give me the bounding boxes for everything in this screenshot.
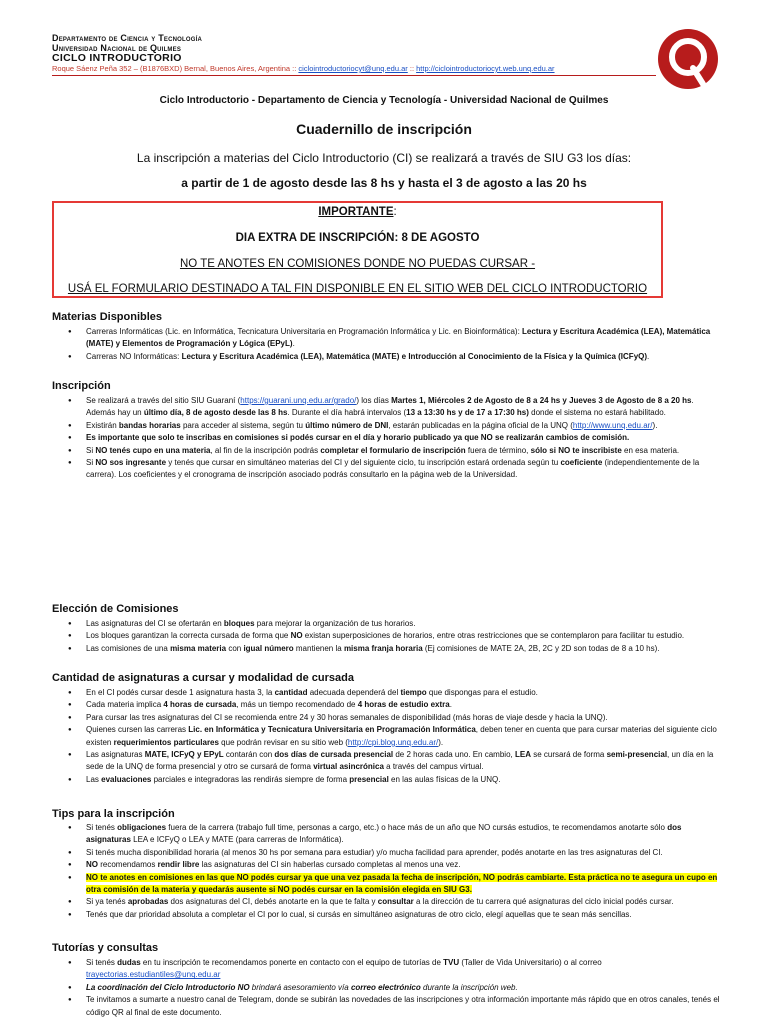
section-heading-tips: Tips para la inscripción (52, 808, 175, 820)
eleccion-list (70, 618, 720, 655)
inscription-dates: a partir de 1 de agosto desde las 8 hs y hasta el 3 de agosto a las 20 hs (181, 176, 587, 190)
logo-letter: Q (657, 28, 658, 29)
list-item: ● En el CI podés cursar desde 1 asignatura hasta 3, la cantidad adecuada dependerá del tiempo que dispongas para el estudio. (70, 687, 720, 699)
tutorias-email-link[interactable]: trayectorias.estudiantiles@unq.edu.ar (86, 970, 221, 980)
guarani-link[interactable]: https://guarani.unq.edu.ar/grado/ (240, 396, 357, 405)
tips-list (70, 822, 720, 921)
list-item: ● La coordinación del Ciclo Introductorio NO brindará asesoramiento vía correo electrónico durante la inscripción web. (70, 982, 720, 994)
unq-website-link[interactable]: http://www.unq.edu.ar/ (572, 420, 653, 430)
list-item: ● Te invitamos a sumarte a nuestro canal de Telegram, donde se subirán las novedades de las inscripciones y otra información importante más rápido que en otros canales, tenés el código QR al final de este documento. (70, 994, 720, 1019)
program-name: CICLO INTRODUCTORIO (52, 52, 182, 64)
extra-day-notice: DIA EXTRA DE INSCRIPCIÓN: 8 DE AGOSTO (235, 232, 480, 244)
list-item: ● Si ya tenés aprobadas dos asignaturas del CI, debés anotarte en la que te falta y consultar a la dirección de tu carrera qué asignaturas del ciclo inicial podés cursar. (70, 896, 720, 908)
cpi-blog-link[interactable]: http://cpi.blog.unq.edu.ar/ (347, 737, 439, 747)
list-item: ● Las asignaturas MATE, ICFyQ y EPyL contarán con dos días de cursada presencial de 2 horas cada uno. En cambio, LEA se cursará de forma semi-presencial, un día en la sede de la UNQ de forma presencial y otro se cursará de forma virtual asincrónica a través del campus virtual. (70, 749, 720, 774)
section-heading-cantidad: Cantidad de asignaturas a cursar y modalidad de cursada (52, 672, 354, 684)
department-name: Departamento de Ciencia y Tecnología (52, 33, 203, 43)
university-name: Universidad Nacional de Quilmes (52, 43, 182, 53)
section-heading-eleccion: Elección de Comisiones (52, 603, 179, 615)
section-heading-tutorias: Tutorías y consultas (52, 942, 159, 954)
tutorias-list (70, 957, 720, 1019)
important-label: IMPORTANTE: (318, 206, 397, 218)
list-item: ● Es importante que solo te inscribas en comisiones si podés cursar en el día y horario publicado ya que NO se realizarán cambios de comisión. (70, 432, 720, 444)
list-item: ● Existirán bandas horarias para acceder al sistema, según tu último número de DNI, estarán publicadas en la página oficial de la UNQ (http://www.unq.edu.ar/). (70, 420, 720, 432)
commission-warning: NO TE ANOTES EN COMISIONES DONDE NO PUEDAS CURSAR - (179, 258, 536, 270)
intro-text: La inscripción a materias del Ciclo Introductorio (CI) se realizará a través de SIU G3 los días: (136, 151, 632, 165)
section-heading-inscripcion: Inscripción (52, 380, 111, 392)
list-item: ● Si tenés dudas en tu inscripción te recomendamos ponerte en contacto con el equipo de tutorías de TVU (Taller de Vida Universitario) o al correo trayectorias.estudiantiles@unq.edu.ar (70, 957, 720, 982)
list-item: ● Se realizará a través del sitio SIU Guaraní (https://guarani.unq.edu.ar/grado/) los días Martes 1, Miércoles 2 de Agosto de 8 a 24 hs y Jueves 3 de Agosto de 8 a 20 hs. Además hay un último día, 8 de agosto desde las 8 hs. Durante el día habrá intervalos (13 a 13:30 hs y de 17 a 17:30 hs) donde el sistema no estará habilitado. (70, 395, 720, 420)
important-box (52, 201, 663, 298)
list-item: ● Si tenés mucha disponibilidad horaria (al menos 30 hs por semana para estudiar) y/o mucha facilidad para aprender, podés anotarte en las tres asignaturas del CI. (70, 847, 720, 859)
list-item: ● Cada materia implica 4 horas de cursada, más un tiempo recomendado de 4 horas de estudio extra. (70, 699, 720, 711)
contact-line (52, 64, 555, 74)
header-email-link[interactable]: ciclointroductoriocyt@unq.edu.ar (298, 64, 408, 73)
cantidad-list (70, 687, 720, 786)
subheading: Ciclo Introductorio - Departamento de Ciencia y Tecnología - Universidad Nacional de Quilmes (159, 95, 609, 106)
list-item: ● Si NO tenés cupo en una materia, al fin de la inscripción podrás completar el formulario de inscripción fuera de término, sólo si NO te inscribiste en esa materia. (70, 445, 720, 457)
list-item: ● Tenés que dar prioridad absoluta a completar el CI por lo cual, si cursás en simultáneo asignaturas de otro ciclo, elegí aquellas que te sean más sencillas. (70, 909, 720, 921)
list-item: ● Si tenés obligaciones fuera de la carrera (trabajo full time, personas a cargo, etc.) o hace más de un año que NO cursás estudios, te recomendamos anotarte sólo dos asignaturas LEA e ICFyQ o LEA y MATE (para carreras de Informática). (70, 822, 720, 847)
highlighted-warning-item: ● NO te anotes en comisiones en las que NO podés cursar ya que una vez pasada la fecha de inscripción, NO podrás cambiarte. Esta práctica no te asegura un cupo en otra comisión de la materia y quedarás ausente si NO podés cursar en la comisión elegida en SIU G3. (70, 872, 720, 897)
header-website-link[interactable]: http://ciclointroductoriocyt.web.unq.edu.ar (416, 64, 555, 73)
address-text: Roque Sáenz Peña 352 – (B1876BXD) Bernal, Buenos Aires, Argentina :: (52, 64, 297, 73)
list-item: ● Las asignaturas del CI se ofertarán en bloques para mejorar la organización de tus horarios. (70, 618, 720, 630)
list-item: ● Para cursar las tres asignaturas del CI se recomienda entre 24 y 30 horas semanales de disponibilidad (más horas de viaje desde y hacia la UNQ). (70, 712, 720, 724)
section-heading-materias: Materias Disponibles (52, 311, 163, 323)
list-item: ● NO recomendamos rendir libre las asignaturas del CI sin haberlas cursado completas al menos una vez. (70, 859, 720, 871)
separator: :: (409, 64, 415, 73)
list-item: ● Las comisiones de una misma materia con igual número mantienen la misma franja horaria (Ej comisiones de MATE 2A, 2B, 2C y 2D son todas de 8 a 10 hs). (70, 643, 720, 655)
header-divider (52, 75, 656, 76)
form-notice: USÁ EL FORMULARIO DESTINADO A TAL FIN DISPONIBLE EN EL SITIO WEB DEL CICLO INTRODUCTORIO (67, 283, 648, 295)
list-item: ● Las evaluaciones parciales e integradoras las rendirás siempre de forma presencial en las aulas físicas de la UNQ. (70, 774, 720, 786)
list-item: ● Quienes cursen las carreras Lic. en Informática y Tecnicatura Universitaria en Programación Informática, deben tener en cuenta que para cursar materias del siguiente ciclo existen requerimientos particulares que podrán revisar en su sitio web (http://cpi.blog.unq.edu.ar/). (70, 724, 720, 749)
list-item: ● Carreras Informáticas (Lic. en Informática, Tecnicatura Universitaria en Programación Informática y Lic. en Bioinformática): Lectura y Escritura Académica (LEA), Matemática (MATE) y Elementos de Programación y Lógica (EPyL). (70, 326, 720, 351)
page-title: Cuadernillo de inscripción (296, 121, 472, 137)
inscripcion-list (70, 395, 720, 482)
institution-header (52, 33, 555, 74)
list-item: ● Carreras NO Informáticas: Lectura y Escritura Académica (LEA), Matemática (MATE) e Introducción al Conocimiento de la Física y la Química (ICFyQ). (70, 351, 720, 363)
list-item: ● Los bloques garantizan la correcta cursada de forma que NO existan superposiciones de horarios, entre otras restricciones que se contemplaron para facilitar tu estudio. (70, 630, 720, 642)
list-item: ● Si NO sos ingresante y tenés que cursar en simultáneo materias del CI y del siguiente ciclo, tu inscripción estará ordenada según tu coeficiente (independientemente de la carrera). Los coeficientes y el cronograma de inscripción asociado podrás consultarlo en la página web de la Universidad. (70, 457, 720, 482)
materias-list (70, 326, 720, 363)
unq-logo (657, 28, 719, 90)
